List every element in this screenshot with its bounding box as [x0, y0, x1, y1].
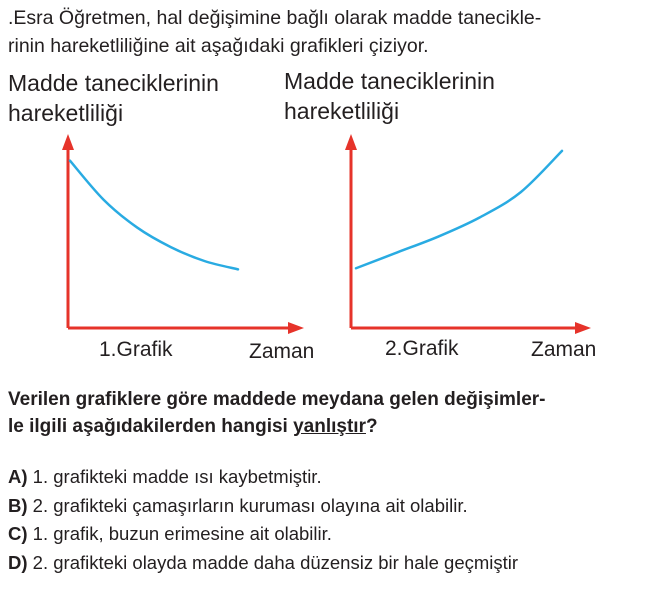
question-line-2-suffix: ? [365, 416, 378, 437]
option-d[interactable] [8, 549, 660, 578]
charts-svg [0, 60, 666, 370]
chart-1-caption: 1.Grafik [99, 338, 173, 361]
option-d-letter: D) [8, 551, 28, 573]
option-a-letter: A) [8, 466, 28, 487]
chart-2-xlabel: Zaman [531, 338, 597, 361]
option-a[interactable] [8, 463, 660, 492]
intro-line-1: .Esra Öğretmen, hal değişimine bağlı olarak madde tanecikle- [8, 7, 542, 29]
answer-options [8, 463, 660, 577]
chart-1-x-arrow [288, 322, 304, 334]
option-d-text: 2. grafikteki olayda madde daha düzensiz bir hale geçmiştir [27, 551, 519, 573]
question-line-1: Verilen grafiklere göre maddede meydana gelen değişimler- [8, 389, 546, 410]
chart-2-x-arrow [575, 322, 591, 334]
chart-1-y-arrow [62, 134, 74, 150]
option-c-text: 1. grafik, buzun erimesine ait olabilir. [27, 523, 332, 544]
option-a-text: 1. grafikteki madde ısı kaybetmiştir. [27, 466, 322, 487]
option-b-letter: B) [8, 494, 28, 516]
charts-area [0, 60, 666, 370]
chart-1-ylabel-line-1: Madde taneciklerinin [8, 70, 219, 96]
chart-2-y-arrow [345, 134, 357, 150]
chart-1-curve [70, 161, 238, 270]
chart-2-ylabel-line-1: Madde taneciklerinin [284, 68, 495, 94]
question-line-2-prefix: le ilgili aşağıdakilerden hangisi [8, 416, 294, 437]
chart-1-xlabel: Zaman [249, 340, 315, 363]
option-c-letter: C) [8, 523, 28, 544]
option-c[interactable] [8, 520, 660, 549]
chart-2-ylabel-line-2: hareketliliği [284, 98, 400, 124]
intro-line-2: rinin hareketliliğine ait aşağıdaki grafikleri çiziyor. [8, 35, 429, 57]
intro-text [8, 4, 660, 60]
chart-2-curve [356, 151, 562, 268]
chart-2-caption: 2.Grafik [385, 337, 459, 360]
option-b[interactable] [8, 492, 660, 521]
question-emphasis: yanlıştır [293, 416, 366, 437]
question-line-2 [8, 413, 660, 440]
question-text [8, 386, 660, 440]
option-b-text: 2. grafikteki çamaşırların kuruması olayına ait olabilir. [27, 494, 468, 516]
chart-1-ylabel-line-2: hareketliliği [8, 100, 124, 126]
